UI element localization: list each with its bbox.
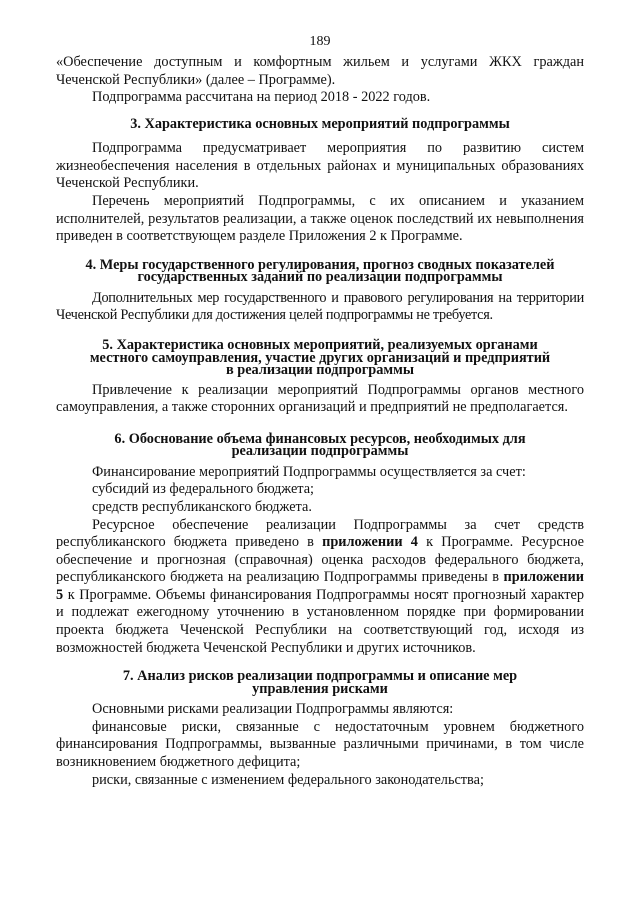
section-7-paragraph-1: Основными рисками реализации Подпрограммы являются: xyxy=(92,701,454,718)
section-7-heading-line-1: 7. Анализ рисков реализации подпрограммы и описание мер xyxy=(122,668,518,685)
document-page xyxy=(56,0,584,789)
section-6-paragraph-4-part-e: к Программе. Объемы финансирования Подпрограммы носят прогнозный характер и подлежат ежегодному уточнению в установленном порядке при формировании проекта бюджета Чеченской Республики на соответствующий год, исходя из возможностей бюджета Чеченской Республики и других источников. xyxy=(56,586,584,656)
section-6-heading xyxy=(56,430,584,460)
section-4-heading-line-2: государственных заданий по реализации подпрограммы xyxy=(137,269,503,286)
section-7-heading xyxy=(56,670,584,695)
section-3-paragraph-2: Перечень мероприятий Подпрограммы, с их описанием и указанием исполнителей, результатов реализации, а также оценок последствий их невыполнения приведен в соответствующем разделе Приложения 2 к Программе. xyxy=(56,193,584,245)
section-6-paragraph-3: средств республиканского бюджета. xyxy=(92,498,312,515)
section-5-paragraph-1: Привлечение к реализации мероприятий Подпрограммы органов местного самоуправления, а также сторонних организаций и предприятий не предполагается. xyxy=(56,381,584,416)
section-4-heading xyxy=(56,256,584,286)
section-6-paragraph-2: субсидий из федерального бюджета; xyxy=(92,481,315,498)
appendix-4-reference: приложении 4 xyxy=(322,534,418,551)
section-5-heading-line-1: 5. Характеристика основных мероприятий, реализуемых органами xyxy=(102,337,538,354)
section-7-paragraph-2: финансовые риски, связанные с недостаточным уровнем бюджетного финансирования Подпрограммы, вызванные различными причинами, в том числе возникновением бюджетного дефицита; xyxy=(56,718,584,771)
section-5-heading-line-3: в реализации подпрограммы xyxy=(225,362,415,379)
section-7-heading-line-2: управления рисками xyxy=(252,680,388,697)
intro-period-paragraph: Подпрограмма рассчитана на период 2018 - 2022 годов. xyxy=(92,89,431,106)
section-3-paragraph-1: Подпрограмма предусматривает мероприятия по развитию систем жизнеобеспечения населения в отдельных районах и муниципальных образованиях Чеченской Республики. xyxy=(56,140,584,192)
section-6-paragraph-1: Финансирование мероприятий Подпрограммы осуществляется за счет: xyxy=(92,463,526,480)
section-6-paragraph-4-part-a: Ресурсное обеспечение реализации Подпрограммы за счет средств республиканского бюджета приведено в xyxy=(56,516,584,551)
section-6-paragraph-4-part-c: к Программе. Ресурсное обеспечение и прогнозная (справочная) оценка расходов федерального бюджета, республиканского бюджета на реализацию Подпрограммы приведены в xyxy=(56,534,585,586)
section-6-heading-line-1: 6. Обоснование объема финансовых ресурсов, необходимых для xyxy=(114,430,526,447)
intro-paragraph: «Обеспечение доступным и комфортным жильем и услугами ЖКХ граждан Чеченской Республики» (далее – Программе). xyxy=(56,54,584,88)
section-5-heading xyxy=(56,339,584,377)
section-4-heading-line-1: 4. Меры государственного регулирования, прогноз сводных показателей xyxy=(85,256,555,273)
section-3-heading: 3. Характеристика основных мероприятий подпрограммы xyxy=(130,115,510,132)
section-6-heading-line-2: реализации подпрограммы xyxy=(231,443,409,460)
section-6-paragraph-4 xyxy=(56,517,584,658)
section-7-paragraph-3: риски, связанные с изменением федерального законодательства; xyxy=(92,771,484,788)
section-4-paragraph-1: Дополнительных мер государственного и правового регулирования на территории Чеченской Республики для достижения целей подпрограммы не требуется. xyxy=(56,289,584,324)
section-5-heading-line-2: местного самоуправления, участие других организаций и предприятий xyxy=(89,349,551,366)
page-number: 189 xyxy=(309,34,331,49)
appendix-5-reference: приложении 5 xyxy=(56,569,584,603)
